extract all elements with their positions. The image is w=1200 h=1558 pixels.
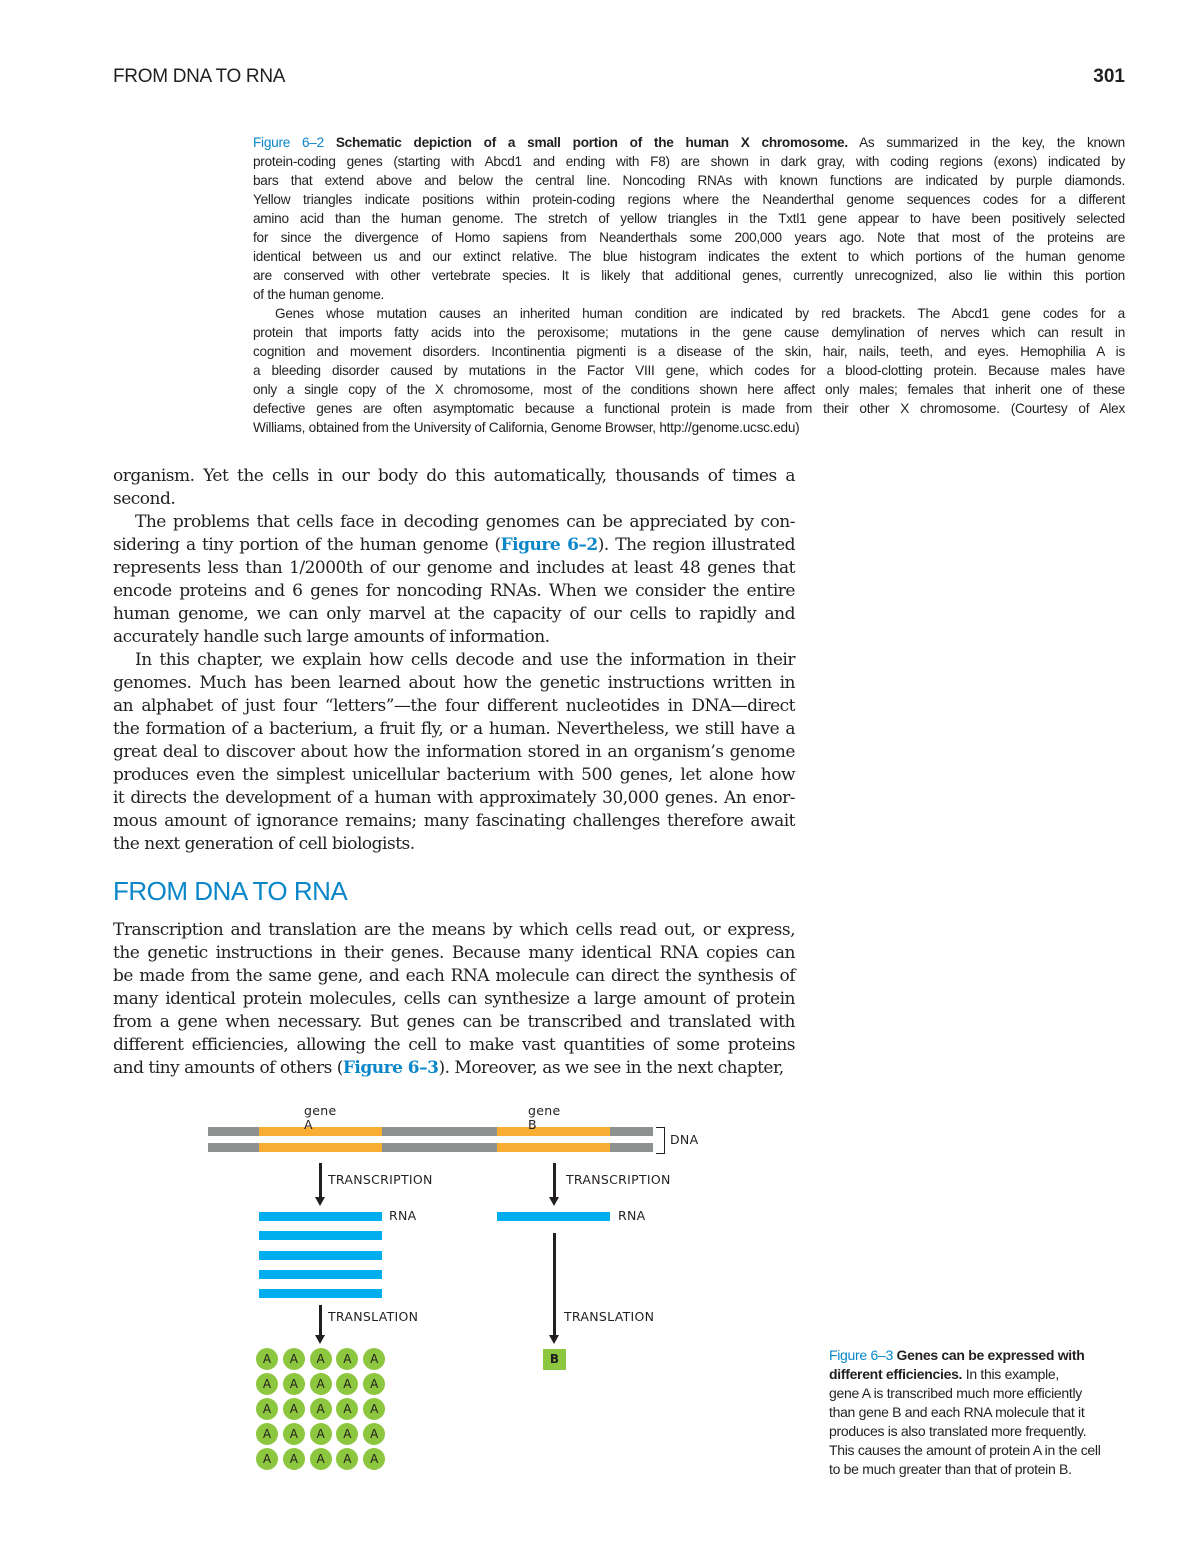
figure-label: Figure 6–3 — [829, 1347, 893, 1363]
transcription-label-b: TRANSCRIPTION — [566, 1172, 671, 1187]
body-line: many identical protein molecules, cells can synthesize a large amount of protein — [113, 989, 795, 1009]
rna-a — [259, 1289, 382, 1298]
dna-strand-segment — [208, 1127, 259, 1136]
rna-label-a: RNA — [389, 1208, 417, 1223]
dna-strand-segment — [382, 1127, 497, 1136]
caption-line: amino acid than the human genome. The stretch of yellow triangles in the Txtl1 gene appear to have been positively selected — [253, 211, 1125, 226]
protein-a: A — [310, 1448, 332, 1470]
protein-a: A — [256, 1448, 278, 1470]
protein-a: A — [310, 1373, 332, 1395]
protein-a: A — [283, 1423, 305, 1445]
body-line: genomes. Much has been learned about how the genetic instructions written in — [113, 673, 795, 693]
body-line: accurately handle such large amounts of information. — [113, 627, 550, 647]
caption-line: produces is also translated more frequently. — [829, 1423, 1087, 1439]
figure-label: Figure 6–2 — [253, 135, 324, 150]
protein-a: A — [336, 1398, 358, 1420]
caption-line: gene A is transcribed much more efficiently — [829, 1385, 1082, 1401]
dna-bracket — [656, 1127, 665, 1154]
body-line: be made from the same gene, and each RNA molecule can direct the synthesis of — [113, 966, 795, 986]
caption-line: protein that imports fatty acids into the peroxisome; mutations in the gene cause demylination of nerves which can result in — [253, 325, 1125, 340]
protein-a: A — [256, 1373, 278, 1395]
protein-a: A — [310, 1423, 332, 1445]
body-line: In this chapter, we explain how cells decode and use the information in their — [135, 650, 795, 670]
body-line: encode proteins and 6 genes for noncoding RNAs. When we consider the entire — [113, 581, 795, 601]
body-line: The problems that cells face in decoding genomes can be appreciated by con- — [135, 512, 795, 532]
gene-b-label: gene B — [528, 1103, 561, 1132]
body-line: the formation of a bacterium, a fruit fly, or a human. Nevertheless, we still have a — [113, 719, 795, 739]
translation-label-a: TRANSLATION — [328, 1309, 419, 1324]
figure-title: Schematic depiction of a small portion of the human X chromosome. — [323, 135, 848, 150]
figure-6-3-caption — [829, 1346, 1159, 1479]
figure-title: Genes can be expressed with — [892, 1347, 1085, 1363]
page-number: 301 — [1093, 66, 1125, 87]
rna-a — [259, 1231, 382, 1240]
transcription-arrow-a-head — [315, 1197, 325, 1206]
caption-line: are conserved with other vertebrate species. It is likely that additional genes, currently unrecognized, also lie within this portion — [253, 268, 1125, 283]
caption-line: identical between us and our extinct relative. The blue histogram indicates the extent to which portions of the human genome — [253, 249, 1125, 264]
gene-segment — [497, 1143, 610, 1152]
protein-a: A — [363, 1448, 385, 1470]
dna-label: DNA — [670, 1132, 699, 1147]
body-line: from a gene when necessary. But genes can be transcribed and translated with — [113, 1012, 795, 1032]
caption-line: only a single copy of the X chromosome, most of the conditions shown here affect only males; females that inherit one of these — [253, 382, 1125, 397]
transcription-arrow-b — [553, 1163, 556, 1198]
text: ). The region illustrated — [597, 535, 796, 555]
text: sidering a tiny portion of the human genome ( — [113, 535, 501, 555]
body-line: second. — [113, 489, 176, 509]
body-line: organism. Yet the cells in our body do this automatically, thousands of times a — [113, 466, 795, 486]
gene-a-label: gene A — [304, 1103, 337, 1132]
body-line: human genome, we can only marvel at the capacity of our cells to rapidly and — [113, 604, 795, 624]
body-line — [113, 534, 795, 557]
protein-a: A — [283, 1373, 305, 1395]
protein-a: A — [283, 1348, 305, 1370]
protein-a: A — [310, 1348, 332, 1370]
section-body — [113, 919, 795, 1080]
translation-label-b: TRANSLATION — [564, 1309, 655, 1324]
caption-line: defective genes are often asymptomatic because a functional protein is made from their other X chromosome. (Courtesy of Alex — [253, 401, 1125, 416]
protein-b: B — [543, 1349, 566, 1370]
body-line: Transcription and translation are the means by which cells read out, or express, — [113, 920, 795, 940]
figure-6-2-caption — [253, 133, 1125, 437]
protein-a: A — [363, 1348, 385, 1370]
figure-title: different efficiencies. — [829, 1366, 963, 1382]
transcription-label-a: TRANSCRIPTION — [328, 1172, 433, 1187]
protein-a: A — [256, 1348, 278, 1370]
transcription-arrow-a — [319, 1163, 322, 1198]
caption-line: Yellow triangles indicate positions within protein-coding regions where the Neanderthal genome sequences codes for a different — [253, 192, 1125, 207]
protein-a: A — [336, 1373, 358, 1395]
caption-line: protein-coding genes (starting with Abcd1 and ending with F8) are shown in dark gray, with coding regions (exons) indicated by — [253, 154, 1125, 169]
dna-strand-segment — [382, 1143, 497, 1152]
rna-a — [259, 1251, 382, 1260]
protein-a: A — [283, 1398, 305, 1420]
caption-text: In this example, — [962, 1366, 1059, 1382]
body-line: represents less than 1/2000th of our genome and includes at least 48 genes that — [113, 558, 795, 578]
protein-a: A — [283, 1448, 305, 1470]
protein-a: A — [336, 1448, 358, 1470]
transcription-arrow-b-head — [549, 1197, 559, 1206]
body-line: mous amount of ignorance remains; many fascinating challenges therefore await — [113, 811, 795, 831]
rna-b — [497, 1212, 610, 1221]
protein-a: A — [363, 1398, 385, 1420]
protein-a: A — [256, 1423, 278, 1445]
protein-a: A — [256, 1398, 278, 1420]
caption-line: This causes the amount of protein A in the cell — [829, 1442, 1101, 1458]
caption-line: Genes whose mutation causes an inherited human condition are indicated by red brackets. The Abcd1 gene codes for a — [275, 306, 1125, 321]
caption-line: to be much greater than that of protein B. — [829, 1461, 1072, 1477]
protein-a: A — [363, 1373, 385, 1395]
figure-ref-6-3[interactable]: Figure 6–3 — [342, 1058, 439, 1078]
text: and tiny amounts of others ( — [113, 1058, 343, 1078]
body-intro — [113, 465, 795, 856]
caption-line: cognition and movement disorders. Incontinentia pigmenti is a disease of the skin, hair, nails, teeth, and eyes. Hemophilia A is — [253, 344, 1125, 359]
running-title: FROM DNA TO RNA — [113, 66, 286, 87]
caption-line: bars that extend above and below the central line. Noncoding RNAs with known functions are indicated by purple diamonds. — [253, 173, 1125, 188]
dna-strand-segment — [610, 1127, 653, 1136]
caption-line: a bleeding disorder caused by mutations in the Factor VIII gene, which codes for a blood-clotting protein. Because males have — [253, 363, 1125, 378]
figure-ref-6-2[interactable]: Figure 6–2 — [500, 535, 598, 555]
translation-arrow-a-head — [315, 1335, 325, 1344]
body-line: different efficiencies, allowing the cell to make vast quantities of some proteins — [113, 1035, 795, 1055]
rna-label-b: RNA — [618, 1208, 646, 1223]
body-line: it directs the development of a human with approximately 30,000 genes. An enor- — [113, 788, 795, 808]
body-line: great deal to discover about how the information stored in an organism’s genome — [113, 742, 795, 762]
text: ). Moreover, as we see in the next chapter, — [438, 1058, 784, 1078]
caption-line: than gene B and each RNA molecule that it — [829, 1404, 1085, 1420]
translation-arrow-b — [553, 1233, 556, 1336]
caption-line: of the human genome. — [253, 287, 385, 302]
rna-a — [259, 1212, 382, 1221]
protein-a: A — [310, 1398, 332, 1420]
section-heading: FROM DNA TO RNA — [113, 876, 348, 906]
caption-line: for since the divergence of Homo sapiens from Neanderthals some 200,000 years ago. Note that most of the proteins are — [253, 230, 1125, 245]
dna-strand-segment — [610, 1143, 653, 1152]
protein-a: A — [336, 1348, 358, 1370]
gene-segment — [259, 1143, 382, 1152]
body-line — [113, 1057, 795, 1080]
body-line: an alphabet of just four “letters”—the four different nucleotides in DNA—direct — [113, 696, 795, 716]
body-line: the genetic instructions in their genes. Because many identical RNA copies can — [113, 943, 795, 963]
body-line: the next generation of cell biologists. — [113, 834, 415, 854]
translation-arrow-b-head — [549, 1335, 559, 1344]
caption-line: Williams, obtained from the University of California, Genome Browser, http://genome.ucsc.edu) — [253, 420, 800, 435]
protein-a: A — [363, 1423, 385, 1445]
caption-text: As summarized in the key, the known — [847, 135, 1125, 150]
translation-arrow-a — [319, 1305, 322, 1336]
dna-strand-segment — [208, 1143, 259, 1152]
rna-a — [259, 1270, 382, 1279]
body-line: produces even the simplest unicellular bacterium with 500 genes, let alone how — [113, 765, 795, 785]
protein-a: A — [336, 1423, 358, 1445]
